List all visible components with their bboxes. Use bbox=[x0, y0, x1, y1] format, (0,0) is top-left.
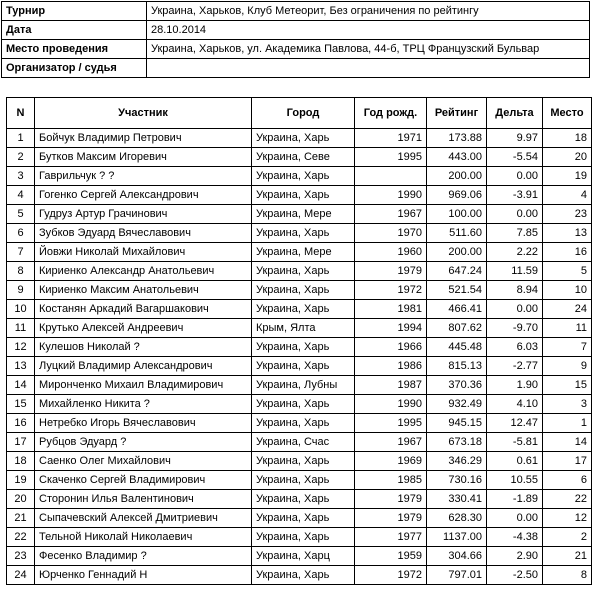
table-row bbox=[7, 471, 592, 490]
table-row bbox=[7, 224, 592, 243]
cell-n: 11 bbox=[7, 319, 35, 338]
cell-rating: 815.13 bbox=[427, 357, 487, 376]
cell-birth-year: 1995 bbox=[355, 148, 427, 167]
cell-n: 17 bbox=[7, 433, 35, 452]
cell-birth-year: 1986 bbox=[355, 357, 427, 376]
cell-participant: Скаченко Сергей Владимирович bbox=[35, 471, 252, 490]
cell-n: 22 bbox=[7, 528, 35, 547]
cell-place: 3 bbox=[543, 395, 592, 414]
cell-participant: Гудруз Артур Грачинович bbox=[35, 205, 252, 224]
cell-birth-year: 1981 bbox=[355, 300, 427, 319]
cell-city: Украина, Харь bbox=[252, 452, 355, 471]
cell-city: Украина, Харь bbox=[252, 414, 355, 433]
cell-place: 17 bbox=[543, 452, 592, 471]
table-row bbox=[7, 167, 592, 186]
table-row bbox=[7, 433, 592, 452]
cell-place: 6 bbox=[543, 471, 592, 490]
info-label: Место проведения bbox=[2, 40, 147, 59]
table-row bbox=[7, 357, 592, 376]
cell-birth-year: 1960 bbox=[355, 243, 427, 262]
table-row bbox=[7, 452, 592, 471]
cell-rating: 1137.00 bbox=[427, 528, 487, 547]
cell-delta: 0.00 bbox=[487, 300, 543, 319]
cell-delta: 2.90 bbox=[487, 547, 543, 566]
cell-birth-year: 1990 bbox=[355, 395, 427, 414]
cell-place: 4 bbox=[543, 186, 592, 205]
cell-place: 9 bbox=[543, 357, 592, 376]
cell-rating: 628.30 bbox=[427, 509, 487, 528]
info-row bbox=[2, 40, 590, 59]
cell-delta: -4.38 bbox=[487, 528, 543, 547]
table-row bbox=[7, 395, 592, 414]
cell-n: 14 bbox=[7, 376, 35, 395]
cell-birth-year: 1959 bbox=[355, 547, 427, 566]
cell-birth-year: 1977 bbox=[355, 528, 427, 547]
cell-delta: -9.70 bbox=[487, 319, 543, 338]
cell-city: Украина, Харь bbox=[252, 528, 355, 547]
cell-rating: 173.88 bbox=[427, 129, 487, 148]
cell-n: 1 bbox=[7, 129, 35, 148]
cell-city: Украина, Харь bbox=[252, 490, 355, 509]
cell-n: 4 bbox=[7, 186, 35, 205]
tournament-info-table bbox=[1, 1, 590, 78]
cell-place: 15 bbox=[543, 376, 592, 395]
cell-rating: 511.60 bbox=[427, 224, 487, 243]
cell-city: Украина, Счас bbox=[252, 433, 355, 452]
cell-city: Украина, Мере bbox=[252, 243, 355, 262]
cell-place: 2 bbox=[543, 528, 592, 547]
cell-city: Украина, Харь bbox=[252, 395, 355, 414]
cell-place: 18 bbox=[543, 129, 592, 148]
cell-participant: Рубцов Эдуард ? bbox=[35, 433, 252, 452]
header-place: Место bbox=[543, 98, 592, 129]
cell-birth-year: 1979 bbox=[355, 262, 427, 281]
table-row bbox=[7, 528, 592, 547]
cell-city: Украина, Харь bbox=[252, 224, 355, 243]
cell-delta: -2.77 bbox=[487, 357, 543, 376]
cell-participant: Зубков Эдуард Вячеславович bbox=[35, 224, 252, 243]
cell-delta: 6.03 bbox=[487, 338, 543, 357]
cell-delta: 8.94 bbox=[487, 281, 543, 300]
info-row bbox=[2, 59, 590, 78]
cell-participant: Миронченко Михаил Владимирович bbox=[35, 376, 252, 395]
cell-place: 5 bbox=[543, 262, 592, 281]
cell-n: 10 bbox=[7, 300, 35, 319]
info-label: Турнир bbox=[2, 2, 147, 21]
cell-place: 13 bbox=[543, 224, 592, 243]
cell-n: 20 bbox=[7, 490, 35, 509]
cell-n: 13 bbox=[7, 357, 35, 376]
cell-n: 15 bbox=[7, 395, 35, 414]
cell-participant: Сыпачевский Алексей Дмитриевич bbox=[35, 509, 252, 528]
cell-birth-year: 1967 bbox=[355, 205, 427, 224]
cell-birth-year: 1990 bbox=[355, 186, 427, 205]
cell-birth-year: 1967 bbox=[355, 433, 427, 452]
info-value: 28.10.2014 bbox=[147, 21, 590, 40]
cell-city: Украина, Харь bbox=[252, 357, 355, 376]
cell-city: Украина, Харь bbox=[252, 471, 355, 490]
cell-place: 8 bbox=[543, 566, 592, 585]
table-row bbox=[7, 186, 592, 205]
table-row bbox=[7, 509, 592, 528]
cell-delta: 1.90 bbox=[487, 376, 543, 395]
cell-place: 1 bbox=[543, 414, 592, 433]
cell-rating: 797.01 bbox=[427, 566, 487, 585]
cell-delta: 4.10 bbox=[487, 395, 543, 414]
table-row bbox=[7, 414, 592, 433]
cell-birth-year: 1966 bbox=[355, 338, 427, 357]
cell-n: 5 bbox=[7, 205, 35, 224]
cell-birth-year: 1972 bbox=[355, 281, 427, 300]
cell-birth-year: 1995 bbox=[355, 414, 427, 433]
cell-delta: 0.00 bbox=[487, 509, 543, 528]
cell-birth-year: 1987 bbox=[355, 376, 427, 395]
cell-n: 24 bbox=[7, 566, 35, 585]
cell-city: Украина, Мере bbox=[252, 205, 355, 224]
info-value: Украина, Харьков, ул. Академика Павлова, 44-б, ТРЦ Французский Бульвар bbox=[147, 40, 590, 59]
cell-rating: 647.24 bbox=[427, 262, 487, 281]
cell-place: 7 bbox=[543, 338, 592, 357]
cell-place: 23 bbox=[543, 205, 592, 224]
cell-delta: -3.91 bbox=[487, 186, 543, 205]
cell-n: 12 bbox=[7, 338, 35, 357]
table-row bbox=[7, 319, 592, 338]
cell-participant: Нетребко Игорь Вячеславович bbox=[35, 414, 252, 433]
header-birth-year: Год рожд. bbox=[355, 98, 427, 129]
table-row bbox=[7, 376, 592, 395]
cell-city: Украина, Харь bbox=[252, 300, 355, 319]
table-row bbox=[7, 338, 592, 357]
info-value: Украина, Харьков, Клуб Метеорит, Без ограничения по рейтингу bbox=[147, 2, 590, 21]
cell-city: Украина, Харь bbox=[252, 129, 355, 148]
cell-place: 16 bbox=[543, 243, 592, 262]
cell-participant: Тельной Николай Николаевич bbox=[35, 528, 252, 547]
cell-participant: Бутков Максим Игоревич bbox=[35, 148, 252, 167]
cell-n: 3 bbox=[7, 167, 35, 186]
cell-place: 21 bbox=[543, 547, 592, 566]
cell-participant: Крутько Алексей Андреевич bbox=[35, 319, 252, 338]
cell-place: 14 bbox=[543, 433, 592, 452]
cell-participant: Кириенко Александр Анатольевич bbox=[35, 262, 252, 281]
cell-delta: 9.97 bbox=[487, 129, 543, 148]
info-row bbox=[2, 21, 590, 40]
cell-n: 18 bbox=[7, 452, 35, 471]
cell-rating: 521.54 bbox=[427, 281, 487, 300]
cell-city: Украина, Лубны bbox=[252, 376, 355, 395]
header-participant: Участник bbox=[35, 98, 252, 129]
info-row bbox=[2, 2, 590, 21]
cell-rating: 370.36 bbox=[427, 376, 487, 395]
cell-rating: 730.16 bbox=[427, 471, 487, 490]
cell-participant: Гаврильчук ? ? bbox=[35, 167, 252, 186]
cell-participant: Бойчук Владимир Петрович bbox=[35, 129, 252, 148]
cell-participant: Кулешов Николай ? bbox=[35, 338, 252, 357]
cell-n: 9 bbox=[7, 281, 35, 300]
cell-n: 7 bbox=[7, 243, 35, 262]
cell-participant: Саенко Олег Михайлович bbox=[35, 452, 252, 471]
cell-participant: Сторонин Илья Валентинович bbox=[35, 490, 252, 509]
cell-n: 16 bbox=[7, 414, 35, 433]
cell-participant: Михайленко Никита ? bbox=[35, 395, 252, 414]
table-row bbox=[7, 547, 592, 566]
header-delta: Дельта bbox=[487, 98, 543, 129]
cell-birth-year: 1979 bbox=[355, 509, 427, 528]
cell-participant: Фесенко Владимир ? bbox=[35, 547, 252, 566]
cell-city: Украина, Харь bbox=[252, 566, 355, 585]
cell-rating: 200.00 bbox=[427, 167, 487, 186]
cell-n: 23 bbox=[7, 547, 35, 566]
cell-birth-year: 1979 bbox=[355, 490, 427, 509]
table-row bbox=[7, 243, 592, 262]
cell-birth-year: 1971 bbox=[355, 129, 427, 148]
cell-delta: -5.81 bbox=[487, 433, 543, 452]
cell-rating: 330.41 bbox=[427, 490, 487, 509]
cell-delta: -5.54 bbox=[487, 148, 543, 167]
cell-place: 24 bbox=[543, 300, 592, 319]
cell-delta: 11.59 bbox=[487, 262, 543, 281]
cell-birth-year: 1994 bbox=[355, 319, 427, 338]
cell-birth-year: 1972 bbox=[355, 566, 427, 585]
cell-rating: 807.62 bbox=[427, 319, 487, 338]
cell-delta: 2.22 bbox=[487, 243, 543, 262]
table-row bbox=[7, 566, 592, 585]
cell-delta: 0.00 bbox=[487, 205, 543, 224]
info-label: Дата bbox=[2, 21, 147, 40]
table-row bbox=[7, 262, 592, 281]
cell-city: Украина, Харь bbox=[252, 338, 355, 357]
header-n: N bbox=[7, 98, 35, 129]
cell-rating: 969.06 bbox=[427, 186, 487, 205]
cell-delta: 10.55 bbox=[487, 471, 543, 490]
results-header-row bbox=[7, 98, 592, 129]
cell-n: 21 bbox=[7, 509, 35, 528]
cell-rating: 304.66 bbox=[427, 547, 487, 566]
cell-delta: 12.47 bbox=[487, 414, 543, 433]
cell-city: Украина, Харц bbox=[252, 547, 355, 566]
info-value bbox=[147, 59, 590, 78]
cell-city: Крым, Ялта bbox=[252, 319, 355, 338]
cell-participant: Кириенко Максим Анатольевич bbox=[35, 281, 252, 300]
cell-birth-year: 1970 bbox=[355, 224, 427, 243]
results-table bbox=[6, 97, 592, 585]
cell-n: 8 bbox=[7, 262, 35, 281]
cell-place: 11 bbox=[543, 319, 592, 338]
cell-delta: 0.00 bbox=[487, 167, 543, 186]
cell-birth-year bbox=[355, 167, 427, 186]
cell-city: Украина, Харь bbox=[252, 281, 355, 300]
cell-participant: Йовжи Николай Михайлович bbox=[35, 243, 252, 262]
cell-rating: 945.15 bbox=[427, 414, 487, 433]
cell-city: Украина, Харь bbox=[252, 509, 355, 528]
cell-delta: 7.85 bbox=[487, 224, 543, 243]
cell-place: 22 bbox=[543, 490, 592, 509]
cell-birth-year: 1985 bbox=[355, 471, 427, 490]
table-row bbox=[7, 281, 592, 300]
cell-rating: 443.00 bbox=[427, 148, 487, 167]
cell-n: 6 bbox=[7, 224, 35, 243]
cell-participant: Костанян Аркадий Вагаршакович bbox=[35, 300, 252, 319]
cell-birth-year: 1969 bbox=[355, 452, 427, 471]
cell-city: Украина, Харь bbox=[252, 262, 355, 281]
cell-participant: Гогенко Сергей Александрович bbox=[35, 186, 252, 205]
cell-rating: 466.41 bbox=[427, 300, 487, 319]
table-row bbox=[7, 129, 592, 148]
cell-rating: 673.18 bbox=[427, 433, 487, 452]
table-row bbox=[7, 490, 592, 509]
cell-city: Украина, Харь bbox=[252, 186, 355, 205]
table-row bbox=[7, 148, 592, 167]
info-label: Организатор / судья bbox=[2, 59, 147, 78]
cell-place: 19 bbox=[543, 167, 592, 186]
cell-n: 2 bbox=[7, 148, 35, 167]
cell-place: 20 bbox=[543, 148, 592, 167]
cell-participant: Луцкий Владимир Александрович bbox=[35, 357, 252, 376]
cell-delta: -1.89 bbox=[487, 490, 543, 509]
cell-place: 12 bbox=[543, 509, 592, 528]
cell-rating: 100.00 bbox=[427, 205, 487, 224]
cell-rating: 346.29 bbox=[427, 452, 487, 471]
cell-rating: 445.48 bbox=[427, 338, 487, 357]
table-row bbox=[7, 300, 592, 319]
table-row bbox=[7, 205, 592, 224]
cell-place: 10 bbox=[543, 281, 592, 300]
cell-city: Украина, Харь bbox=[252, 167, 355, 186]
cell-participant: Юрченко Геннадий Н bbox=[35, 566, 252, 585]
cell-delta: -2.50 bbox=[487, 566, 543, 585]
cell-rating: 200.00 bbox=[427, 243, 487, 262]
cell-rating: 932.49 bbox=[427, 395, 487, 414]
header-rating: Рейтинг bbox=[427, 98, 487, 129]
header-city: Город bbox=[252, 98, 355, 129]
cell-delta: 0.61 bbox=[487, 452, 543, 471]
cell-city: Украина, Севе bbox=[252, 148, 355, 167]
cell-n: 19 bbox=[7, 471, 35, 490]
